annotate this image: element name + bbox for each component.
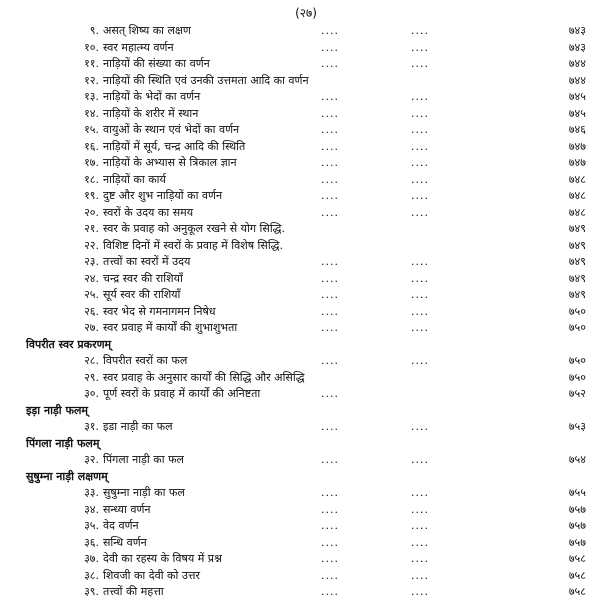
entry-page-number: ७५७	[568, 519, 586, 532]
leader-dots: ....	[321, 486, 339, 499]
section-heading: विपरीत स्वर प्रकरणम्	[26, 337, 112, 351]
entry-number: ९.	[89, 24, 99, 37]
entry-page-number: ७४८	[568, 172, 586, 186]
entry-title: विशिष्ट दिनों में स्वरों के प्रवाह में विशेष सिद्धि.	[103, 238, 283, 252]
toc-row	[26, 320, 586, 337]
toc-row	[26, 502, 586, 519]
entry-number: ३७.	[84, 552, 99, 565]
entry-page-number: ७४६	[568, 123, 586, 136]
leader-dots: ....	[321, 172, 339, 186]
leader-dots: ....	[321, 139, 339, 153]
entry-page-number: ७४९	[568, 255, 586, 268]
entry-page-number: ७४९	[568, 271, 586, 285]
toc-row	[26, 238, 586, 255]
section-heading: इड़ा नाड़ी फलम्	[26, 403, 88, 417]
toc-row	[26, 271, 586, 288]
toc-row	[26, 287, 586, 304]
entry-page-number: ७५३	[568, 420, 586, 433]
leader-dots: ....	[321, 321, 339, 334]
entry-number: १६.	[84, 139, 99, 153]
toc-row	[26, 89, 586, 106]
toc-row	[26, 535, 586, 552]
section-heading: पिंगला नाड़ी फलम्	[26, 436, 100, 450]
entry-number: २८.	[84, 354, 99, 367]
leader-dots: ....	[411, 486, 429, 499]
leader-dots: ....	[411, 139, 429, 153]
leader-dots: ....	[321, 40, 339, 54]
entry-page-number: ७५८	[568, 568, 586, 582]
entry-title: नाड़ियों का कार्य	[103, 172, 166, 186]
entry-title: नाड़ियों की संख्या का वर्णन	[103, 57, 210, 70]
entry-page-number: ७४४	[568, 57, 586, 70]
entry-page-number: ७४७	[568, 139, 586, 153]
entry-number: १७.	[84, 156, 99, 169]
entry-number: १८.	[84, 172, 99, 186]
leader-dots: ....	[321, 552, 339, 565]
entry-number: ११.	[84, 57, 99, 70]
toc-row	[26, 551, 586, 568]
leader-dots: ....	[411, 172, 429, 186]
toc-row	[26, 205, 586, 222]
entry-title: स्वर महात्म्य वर्णन	[103, 40, 174, 54]
entry-title: असत् शिष्य का लक्षण	[103, 24, 191, 37]
entry-number: ३८.	[84, 568, 99, 582]
toc-row	[26, 370, 586, 387]
leader-dots: ....	[321, 57, 339, 70]
toc-row	[26, 122, 586, 139]
entry-number: १२.	[84, 73, 99, 87]
entry-title: विपरीत स्वरों का फल	[103, 354, 188, 367]
entry-number: १०.	[84, 40, 99, 54]
entry-page-number: ७४३	[568, 24, 586, 37]
leader-dots: ....	[411, 304, 429, 318]
leader-dots: ....	[411, 40, 429, 54]
entry-number: २२.	[84, 238, 99, 252]
toc-row	[26, 452, 586, 469]
leader-dots: ....	[411, 502, 429, 516]
entry-title: दुष्ट और शुभ नाड़ियों का वर्णन	[103, 189, 223, 202]
leader-dots: ....	[321, 420, 339, 433]
entry-title: तत्त्वों की महत्ता	[103, 585, 164, 598]
entry-title: सूर्य स्वर की राशियाँ	[103, 288, 181, 301]
toc-row	[26, 254, 586, 271]
entry-title: स्वरों के उदय का समय	[103, 205, 194, 219]
leader-dots: ....	[321, 535, 339, 549]
leader-dots: ....	[321, 387, 339, 400]
entry-number: २०.	[84, 205, 99, 219]
toc-row	[26, 386, 586, 403]
entry-number: २१.	[84, 222, 99, 235]
toc-row	[26, 304, 586, 321]
entry-title: नाड़ियों की स्थिति एवं उनकी उत्तमता आदि का वर्णन	[103, 73, 309, 87]
entry-number: ३३.	[84, 486, 99, 499]
entry-title: पूर्ण स्वरों के प्रवाह में कार्यों की अनिष्टता	[103, 387, 261, 400]
entry-page-number: ७४५	[568, 90, 586, 103]
entry-number: २५.	[84, 288, 99, 301]
toc-row	[26, 172, 586, 189]
entry-page-number: ७५७	[568, 502, 586, 516]
toc-row	[26, 188, 586, 205]
leader-dots: ....	[411, 354, 429, 367]
leader-dots: ....	[411, 453, 429, 466]
entry-number: १४.	[84, 106, 99, 120]
entry-number: १५.	[84, 123, 99, 136]
entry-page-number: ७४५	[568, 106, 586, 120]
leader-dots: ....	[411, 321, 429, 334]
entry-page-number: ७४३	[568, 40, 586, 54]
entry-page-number: ७४९	[568, 222, 586, 235]
entry-page-number: ७४९	[568, 288, 586, 301]
leader-dots: ....	[321, 585, 339, 598]
entry-number: ३०.	[84, 387, 99, 400]
leader-dots: ....	[411, 106, 429, 120]
entry-page-number: ७४८	[568, 189, 586, 202]
entry-title: नाड़ियों के भेदों का वर्णन	[103, 90, 201, 103]
toc-row	[26, 40, 586, 57]
leader-dots: ....	[321, 205, 339, 219]
leader-dots: ....	[321, 123, 339, 136]
entry-title: देवी का रहस्य के विषय में प्रश्न	[103, 552, 222, 565]
entry-title: तत्त्वों का स्वरों में उदय	[103, 255, 191, 268]
entry-number: ३६.	[84, 535, 99, 549]
section-heading: सुषुम्ना नाड़ी लक्षणम्	[26, 469, 108, 483]
entry-number: १३.	[84, 90, 99, 103]
entry-number: ३१.	[84, 420, 99, 433]
entry-page-number: ७५०	[568, 321, 586, 334]
entry-title: वेद वर्णन	[103, 519, 139, 532]
toc-row	[26, 485, 586, 502]
entry-title: वायुओं के स्थान एवं भेदों का वर्णन	[103, 123, 240, 136]
entry-title: सुषुम्ना नाड़ी का फल	[103, 486, 185, 499]
leader-dots: ....	[321, 24, 339, 37]
entry-page-number: ७५८	[568, 585, 586, 598]
entry-number: ३५.	[84, 519, 99, 532]
entry-number: २६.	[84, 304, 99, 318]
entry-page-number: ७५०	[568, 354, 586, 367]
entry-page-number: ७५८	[568, 552, 586, 565]
toc-row	[26, 584, 586, 601]
leader-dots: ....	[411, 189, 429, 202]
entry-page-number: ७५५	[568, 486, 586, 499]
toc-row	[26, 155, 586, 172]
leader-dots: ....	[411, 568, 429, 582]
leader-dots: ....	[411, 123, 429, 136]
entry-page-number: ७५०	[568, 370, 586, 384]
leader-dots: ....	[321, 568, 339, 582]
entry-page-number: ७५४	[568, 453, 586, 466]
entry-title: सन्ध्या वर्णन	[103, 502, 151, 516]
toc-row	[26, 221, 586, 238]
leader-dots: ....	[411, 156, 429, 169]
entry-page-number: ७४७	[568, 156, 586, 169]
toc-row	[26, 518, 586, 535]
leader-dots: ....	[411, 552, 429, 565]
leader-dots: ....	[321, 304, 339, 318]
leader-dots: ....	[321, 354, 339, 367]
entry-title: पिंगला नाड़ी का फल	[103, 453, 185, 466]
leader-dots: ....	[411, 519, 429, 532]
toc-row	[26, 56, 586, 73]
entry-title: सन्धि वर्णन	[103, 535, 147, 549]
leader-dots: ....	[411, 420, 429, 433]
toc-row	[26, 353, 586, 370]
leader-dots: ....	[411, 24, 429, 37]
entry-number: ३४.	[84, 502, 99, 516]
entry-title: नाड़ियों के अभ्यास से त्रिकाल ज्ञान	[103, 156, 237, 169]
entry-number: २७.	[84, 321, 99, 334]
entry-title: चन्द्र स्वर की राशियाँ	[103, 271, 183, 285]
entry-title: स्वर के प्रवाह को अनुकूल रखने से योग सिद्धि.	[103, 222, 285, 235]
leader-dots: ....	[321, 502, 339, 516]
entry-number: ३९.	[84, 585, 99, 598]
entry-number: १९.	[84, 189, 99, 202]
entry-title: स्वर भेद से गमनागमन निषेध	[103, 304, 216, 318]
toc-row	[26, 419, 586, 436]
leader-dots: ....	[321, 106, 339, 120]
entry-page-number: ७५२	[568, 387, 586, 400]
leader-dots: ....	[321, 519, 339, 532]
leader-dots: ....	[321, 255, 339, 268]
leader-dots: ....	[411, 535, 429, 549]
leader-dots: ....	[321, 156, 339, 169]
toc-row	[26, 73, 586, 90]
toc-row	[26, 568, 586, 585]
leader-dots: ....	[321, 189, 339, 202]
leader-dots: ....	[321, 453, 339, 466]
leader-dots: ....	[321, 271, 339, 285]
leader-dots: ....	[411, 57, 429, 70]
entry-title: इडा नाड़ी का फल	[103, 420, 173, 433]
entry-title: स्वर प्रवाह के अनुसार कार्यों की सिद्धि और असिद्धि	[103, 370, 305, 384]
entry-title: शिवजी का देवी को उत्तर	[103, 568, 200, 582]
entry-page-number: ७४९	[568, 238, 586, 252]
page-number: (२७)	[295, 6, 317, 20]
entry-title: स्वर प्रवाह में कार्यों की शुभाशुभता	[103, 321, 238, 334]
entry-page-number: ७४८	[568, 205, 586, 219]
leader-dots: ....	[411, 205, 429, 219]
entry-number: २९.	[84, 370, 99, 384]
entry-page-number: ७५०	[568, 304, 586, 318]
toc-row	[26, 106, 586, 123]
table-of-contents	[26, 23, 586, 601]
leader-dots: ....	[411, 585, 429, 598]
leader-dots: ....	[411, 288, 429, 301]
entry-title: नाड़ियों में सूर्य, चन्द्र आदि की स्थिति	[103, 139, 246, 153]
entry-title: नाड़ियों के शरीर में स्थान	[103, 106, 199, 120]
entry-page-number: ७५७	[568, 535, 586, 549]
toc-row	[26, 23, 586, 40]
entry-number: २३.	[84, 255, 99, 268]
leader-dots: ....	[321, 288, 339, 301]
leader-dots: ....	[411, 255, 429, 268]
entry-number: २४.	[84, 271, 99, 285]
leader-dots: ....	[321, 90, 339, 103]
entry-number: ३२.	[84, 453, 99, 466]
toc-row	[26, 139, 586, 156]
leader-dots: ....	[411, 271, 429, 285]
entry-page-number: ७४४	[568, 73, 586, 87]
leader-dots: ....	[411, 90, 429, 103]
